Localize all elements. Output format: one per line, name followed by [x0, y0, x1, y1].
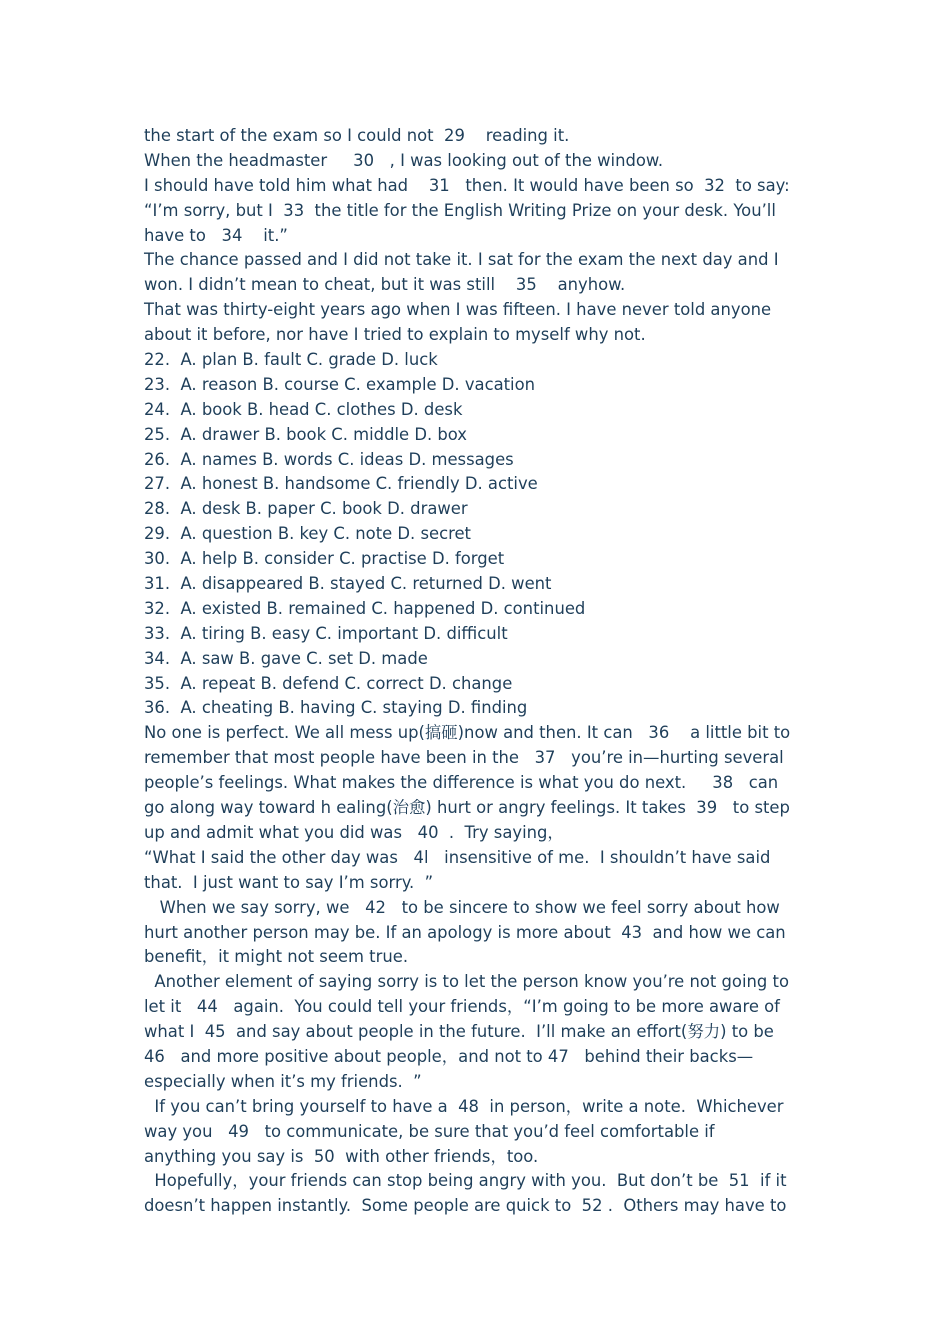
text-line: doesn’t happen instantly. Some people are quick to 52 . Others may have to — [144, 1196, 787, 1216]
text-line: That was thirty-eight years ago when I was fifteen. I have never told anyone — [144, 300, 772, 320]
text-line: anything you say is 50 with other friends，too. — [144, 1146, 539, 1166]
text-line: No one is perfect. We all mess up(搞砸)now and then. It can 36 a little bit to — [144, 723, 791, 743]
text-line: go along way toward h ealing(治愈) hurt or angry feelings. It takes 39 to step — [144, 798, 790, 818]
question-option-line: 31. A. disappeared B. stayed C. returned D. went — [144, 574, 552, 594]
text-line: way you 49 to communicate, be sure that you’d feel comfortable if — [144, 1121, 715, 1141]
text-line: what I 45 and say about people in the future. I’ll make an effort(努力) to be — [144, 1022, 774, 1042]
question-option-line: 24. A. book B. head C. clothes D. desk — [144, 399, 463, 419]
document-page — [144, 124, 814, 1219]
text-line: the start of the exam so I could not 29 reading it. — [144, 126, 570, 145]
text-line: When we say sorry, we 42 to be sincere to show we feel sorry about how — [144, 897, 780, 917]
text-line: that. I just want to say I’m sorry. ” — [144, 872, 434, 892]
question-option-line: 32. A. existed B. remained C. happened D. continued — [144, 598, 586, 618]
text-line: The chance passed and I did not take it. I sat for the exam the next day and I — [144, 250, 779, 270]
text-line: “What I said the other day was 4l insensitive of me. I shouldn’t have said — [144, 847, 771, 867]
question-option-line: 29. A. question B. key C. note D. secret — [144, 524, 471, 544]
text-line: I should have told him what had 31 then. It would have been so 32 to say: — [144, 175, 790, 195]
question-option-line: 28. A. desk B. paper C. book D. drawer — [144, 499, 468, 519]
text-line: 46 and more positive about people，and not to 47 behind their backs— — [144, 1046, 754, 1066]
text-line: remember that most people have been in the 37 you’re in—hurting several — [144, 748, 784, 768]
question-option-line: 27. A. honest B. handsome C. friendly D. active — [144, 474, 538, 494]
question-option-line: 33. A. tiring B. easy C. important D. difficult — [144, 623, 508, 643]
question-option-line: 22. A. plan B. fault C. grade D. luck — [144, 350, 438, 370]
text-line: won. I didn’t mean to cheat, but it was still 35 anyhow. — [144, 275, 626, 295]
text-line: let it 44 again. You could tell your friends，“I’m going to be more aware of — [144, 997, 780, 1017]
question-option-line: 23. A. reason B. course C. example D. vacation — [144, 374, 536, 394]
question-option-line: 34. A. saw B. gave C. set D. made — [144, 648, 428, 668]
text-line: When the headmaster 30 , I was looking out of the window. — [144, 150, 664, 170]
text-line: “I’m sorry, but I 33 the title for the English Writing Prize on your desk. You’ll — [144, 200, 776, 220]
text-line: If you can’t bring yourself to have a 48 in person，write a note. Whichever — [144, 1096, 784, 1116]
text-line: Another element of saying sorry is to let the person know you’re not going to — [144, 972, 789, 992]
text-line: Hopefully，your friends can stop being angry with you. But don’t be 51 if it — [144, 1171, 787, 1191]
text-line: about it before, nor have I tried to explain to myself why not. — [144, 325, 646, 345]
question-option-line: 35. A. repeat B. defend C. correct D. change — [144, 673, 513, 693]
question-option-line: 25. A. drawer B. book C. middle D. box — [144, 424, 467, 444]
text-line: have to 34 it.” — [144, 225, 288, 245]
text-line: benefit，it might not seem true. — [144, 947, 409, 967]
text-line: up and admit what you did was 40 . Try saying， — [144, 822, 564, 842]
text-line: hurt another person may be. If an apology is more about 43 and how we can — [144, 922, 786, 942]
question-option-line: 30. A. help B. consider C. practise D. forget — [144, 549, 505, 569]
text-line: people’s feelings. What makes the difference is what you do next. 38 can — [144, 773, 779, 793]
question-option-line: 36. A. cheating B. having C. staying D. finding — [144, 698, 528, 718]
text-line: especially when it’s my friends. ” — [144, 1071, 422, 1091]
question-option-line: 26. A. names B. words C. ideas D. messages — [144, 449, 514, 469]
